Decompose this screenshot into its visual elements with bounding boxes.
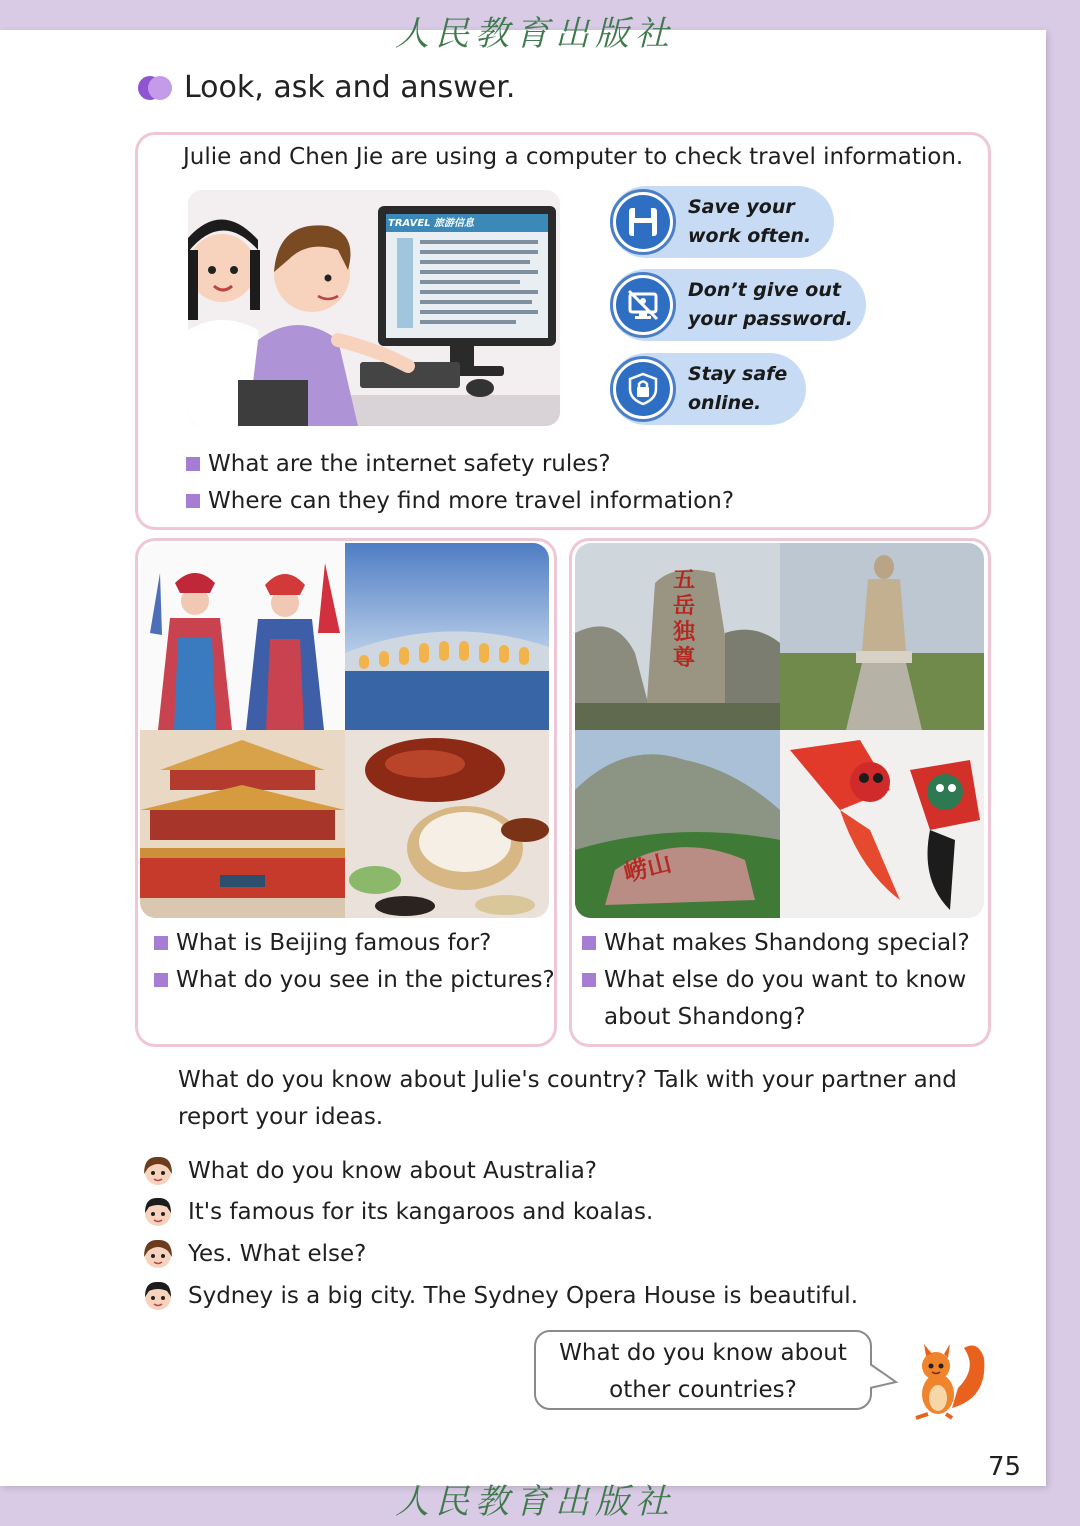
weifang-kites-photo <box>780 730 984 918</box>
internet-intro: Julie and Chen Jie are using a computer to check travel information. <box>183 144 964 170</box>
rule-stay-safe <box>610 353 806 425</box>
mount-tai-rock-photo <box>575 543 780 730</box>
page-number: 75 <box>988 1452 1022 1482</box>
summer-palace-bridge-photo <box>345 543 549 730</box>
lock-shield-icon <box>616 362 670 416</box>
heading-dots-icon <box>138 76 172 100</box>
boy-avatar-icon <box>142 1195 174 1229</box>
rule-stay-safe-text: Stay safe online. <box>688 363 788 414</box>
no-password-icon <box>616 278 670 332</box>
bubble-tail-icon <box>870 1362 900 1392</box>
floppy-disk-icon <box>616 195 670 249</box>
publisher-watermark-bottom: 人民教育出版社 <box>395 1482 675 1522</box>
bullet-square-icon <box>186 494 200 508</box>
bullet-square-icon <box>154 936 168 950</box>
section-heading <box>138 70 515 105</box>
shandong-question-1: What makes Shandong special? <box>582 925 970 962</box>
roast-duck-photo <box>345 730 549 918</box>
rock-inscription: 五岳独尊 <box>673 567 696 671</box>
speech-bubble: What do you know about other countries? <box>534 1330 872 1410</box>
bullet-square-icon <box>186 457 200 471</box>
internet-question-1: What are the internet safety rules? <box>186 446 611 483</box>
rule-save-work <box>610 186 834 258</box>
screen-label: TRAVEL 旅游信息 <box>388 218 475 229</box>
internet-question-2: Where can they find more travel information? <box>186 483 734 520</box>
forbidden-city-photo <box>140 730 345 918</box>
squirrel-mascot-icon <box>908 1338 988 1420</box>
girl-avatar-icon <box>142 1154 174 1188</box>
children-at-computer-illustration <box>188 190 560 426</box>
publisher-watermark-top: 人民教育出版社 <box>395 14 675 54</box>
girl-avatar-icon <box>142 1237 174 1271</box>
shandong-question-2: What else do you want to know about Shandong? <box>582 962 966 1036</box>
stone-inscription: 崂山 <box>620 847 675 888</box>
discussion-prompt: What do you know about Julie's country? Talk with your partner and report your ideas. <box>178 1067 957 1130</box>
peking-opera-photo <box>140 543 345 730</box>
dialogue-line-3: Yes. What else? <box>142 1237 366 1271</box>
boy-avatar-icon <box>142 1279 174 1313</box>
rule-password-text: Don’t give out your password. <box>688 279 853 330</box>
dialogue-line-2: It's famous for its kangaroos and koalas. <box>142 1195 653 1229</box>
dialogue-line-4: Sydney is a big city. The Sydney Opera House is beautiful. <box>142 1279 858 1313</box>
heading-text: Look, ask and answer. <box>184 70 516 105</box>
rule-save-work-text: Save your work often. <box>688 196 812 247</box>
dialogue-line-1: What do you know about Australia? <box>142 1154 597 1188</box>
computer-illustration <box>188 190 560 426</box>
bullet-square-icon <box>582 936 596 950</box>
rule-password <box>610 269 866 341</box>
beijing-question-2: What do you see in the pictures? <box>154 962 555 999</box>
laoshan-mountain-photo <box>575 730 780 918</box>
bullet-square-icon <box>582 973 596 987</box>
confucius-statue-photo <box>780 543 984 730</box>
bullet-square-icon <box>154 973 168 987</box>
beijing-question-1: What is Beijing famous for? <box>154 925 491 962</box>
